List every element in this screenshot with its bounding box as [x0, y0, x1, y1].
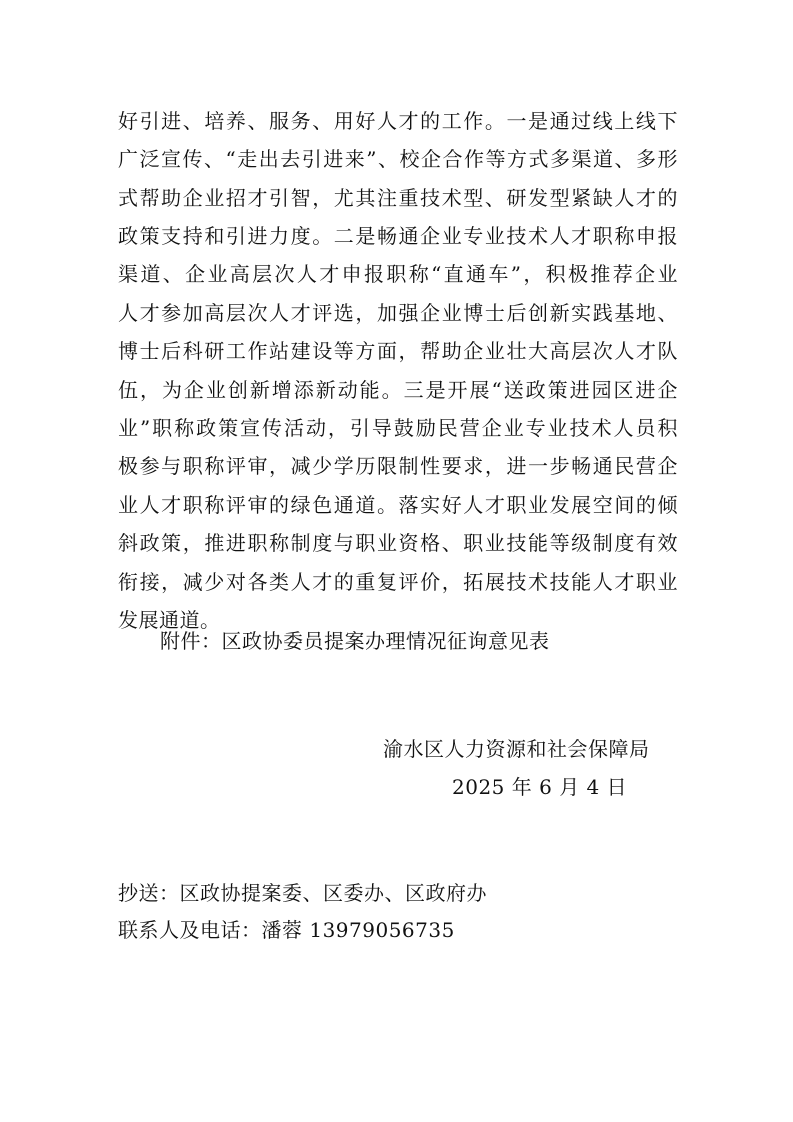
body-line-3: 式帮助企业招才引智，尤其注重技术型、研发型紧缺人才的 [118, 186, 678, 210]
body-line-10: 极参与职称评审，减少学历限制性要求，进一步畅通民营企 [118, 454, 678, 478]
body-line-8: 伍，为企业创新增添新动能。三是开展“送政策进园区进企 [118, 378, 678, 402]
body-line-11: 业人才职称评审的绿色通道。落实好人才职业发展空间的倾 [118, 493, 678, 517]
body-line-14: 发展通道。 [118, 608, 221, 632]
signature-date: 2025 年 6 月 4 日 [452, 775, 628, 799]
body-line-9: 业”职称政策宣传活动，引导鼓励民营企业专业技术人员积 [118, 416, 678, 440]
body-line-13: 衔接，减少对各类人才的重复评价，拓展技术技能人才职业 [118, 570, 678, 594]
body-line-7: 博士后科研工作站建设等方面，帮助企业壮大高层次人才队 [118, 339, 678, 363]
body-line-4: 政策支持和引进力度。二是畅通企业专业技术人才职称申报 [118, 224, 678, 248]
body-line-5: 渠道、企业高层次人才申报职称“直通车”，积极推荐企业 [118, 262, 678, 286]
body-line-1: 好引进、培养、服务、用好人才的工作。一是通过线上线下 [118, 109, 678, 133]
cc-line: 抄送：区政协提案委、区委办、区政府办 [118, 881, 487, 905]
body-line-2: 广泛宣传、“走出去引进来”、校企合作等方式多渠道、多形 [118, 147, 678, 171]
attachment-line: 附件：区政协委员提案办理情况征询意见表 [160, 629, 550, 653]
body-line-12: 斜政策，推进职称制度与职业资格、职业技能等级制度有效 [118, 531, 678, 555]
contact-line: 联系人及电话：潘蓉 13979056735 [118, 918, 455, 942]
signature-org: 渝水区人力资源和社会保障局 [383, 737, 650, 761]
body-line-6: 人才参加高层次人才评选，加强企业博士后创新实践基地、 [118, 301, 678, 325]
